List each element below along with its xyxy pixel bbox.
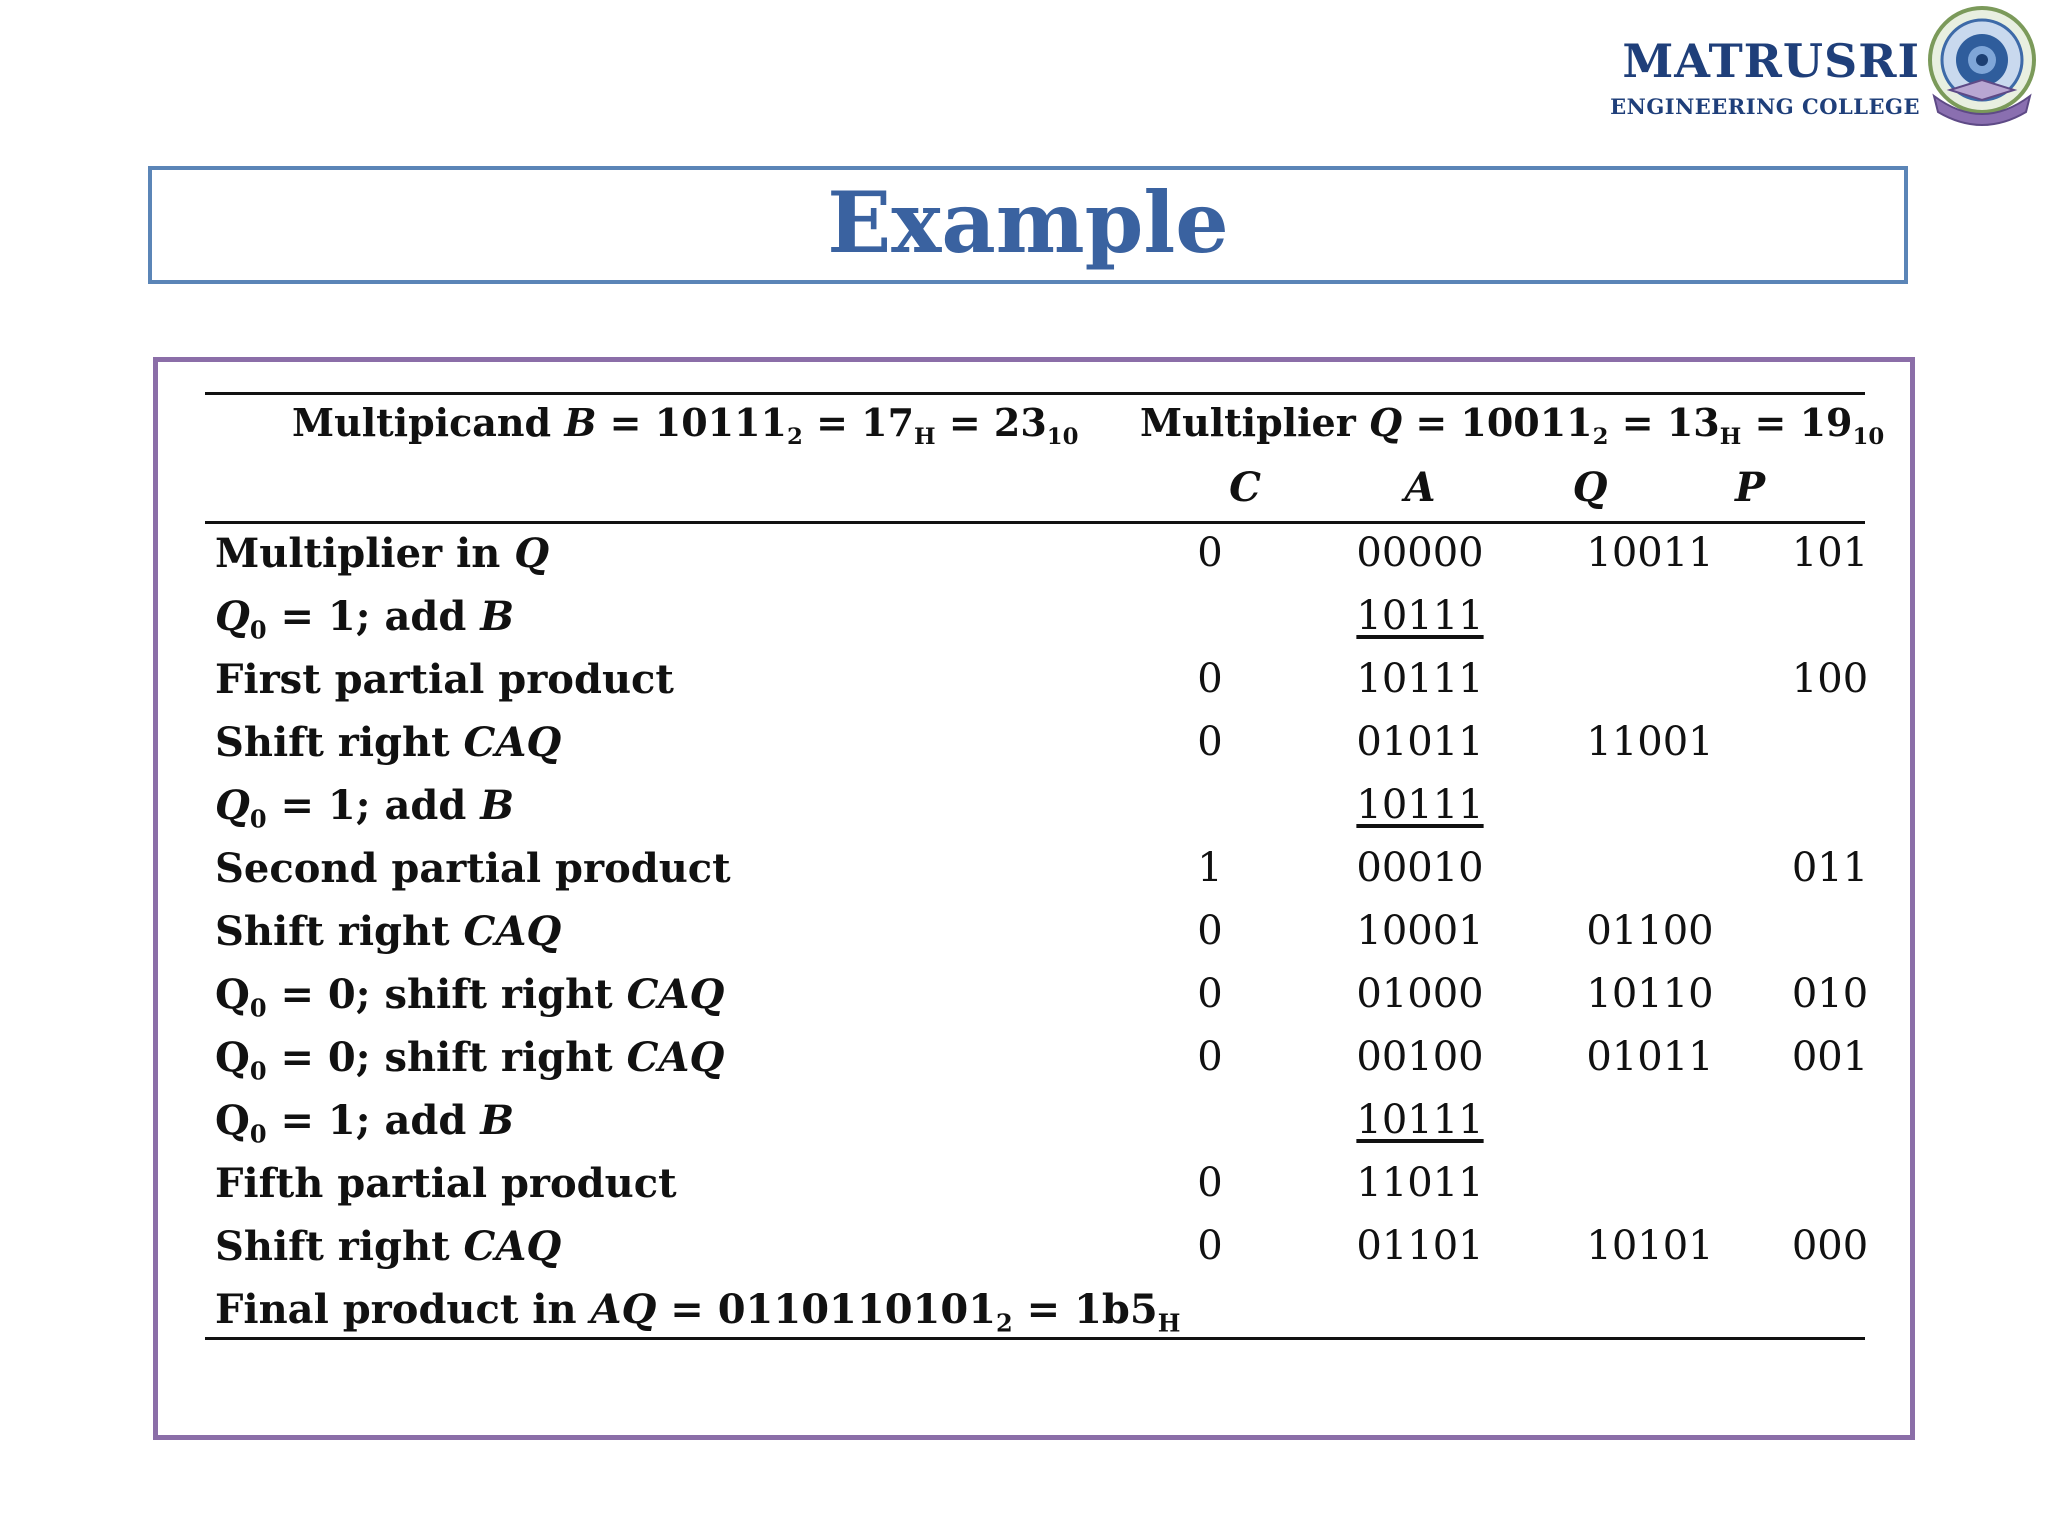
row-label-text: = 0; shift right	[266, 1034, 627, 1081]
row-label	[215, 719, 561, 766]
row-label-sub: 0	[249, 804, 267, 834]
logo-subtitle: ENGINEERING COLLEGE	[1610, 94, 1920, 119]
row-label: First partial product	[215, 656, 674, 703]
table-header-rule	[205, 521, 1865, 524]
row-label-var: B	[480, 1097, 515, 1144]
cell-q: 01100	[1586, 908, 1714, 954]
row-label-text: = 1; add	[266, 782, 481, 829]
cell-a: 11011	[1356, 1160, 1484, 1206]
cell-a: 10001	[1356, 908, 1484, 954]
cell-c: 0	[1197, 656, 1223, 702]
row-label-sub: 0	[249, 1056, 267, 1086]
row-label-var: B	[480, 782, 515, 829]
multiplicand-prefix: Multipicand	[292, 400, 552, 445]
row-label-text: = 1; add	[266, 593, 481, 640]
multiplicand-dec: 23	[993, 400, 1047, 445]
cell-c: 0	[1197, 530, 1223, 576]
row-label: Fifth partial product	[215, 1160, 677, 1207]
cell-a: 01011	[1356, 719, 1484, 765]
cell-p: 101	[1791, 530, 1869, 576]
table-row	[0, 1223, 2048, 1285]
final-bin: = 0110110101	[656, 1286, 997, 1333]
multiplicand-hex-base: H	[914, 423, 936, 450]
row-label-var: CAQ	[463, 908, 562, 955]
final-var: AQ	[590, 1286, 657, 1333]
row-label: $Q_0 = 1$; add B	[215, 1097, 515, 1149]
row-label-var: Q	[514, 530, 550, 577]
cell-p: 011	[1791, 845, 1869, 891]
multiplier-var: Q	[1369, 400, 1403, 445]
cell-p: 100	[1791, 656, 1869, 702]
multiplicand-var: B	[564, 400, 597, 445]
multiplicand-bin-base: 2	[786, 423, 803, 450]
logo-title: MATRUSRI	[1622, 34, 1920, 88]
cell-a: 10111	[1356, 1097, 1484, 1143]
multiplier-hex-base: H	[1719, 423, 1742, 450]
table-row	[0, 908, 2048, 970]
slide-title-box	[148, 166, 1908, 284]
multiplier-bin-base: 2	[1592, 423, 1609, 450]
row-label	[215, 1223, 561, 1270]
row-label-var: CAQ	[626, 1034, 725, 1081]
table-row	[0, 656, 2048, 718]
table-top-rule	[205, 392, 1865, 395]
cell-q: 10110	[1586, 971, 1714, 1017]
multiplier-header: Multiplier $Q = 10011_2 = 13_H = 19_{10}$	[1140, 400, 1885, 450]
cell-q: 10011	[1586, 530, 1714, 576]
cell-q: 10101	[1586, 1223, 1714, 1269]
cell-c: 0	[1197, 971, 1223, 1017]
multiplicand-header: Multipicand $B = 10111_2 = 17_H = 23_{10}$	[292, 400, 1079, 450]
table-row	[0, 593, 2048, 655]
multiplier-dec: 19	[1799, 400, 1853, 445]
multiplier-prefix: Multiplier	[1140, 400, 1356, 445]
multiplicand-hex: 17	[861, 400, 915, 445]
cell-a: 01000	[1356, 971, 1484, 1017]
cell-c: 0	[1197, 1160, 1223, 1206]
row-label: Second partial product	[215, 845, 731, 892]
cell-a: 10111	[1356, 656, 1484, 702]
cell-a: 00100	[1356, 1034, 1484, 1080]
row-label-var: CAQ	[626, 971, 725, 1018]
cell-a: 10111	[1356, 782, 1484, 828]
row-label-text: Multiplier in	[215, 530, 515, 577]
final-bin-base: 2	[996, 1308, 1013, 1338]
cell-c: 1	[1197, 845, 1223, 891]
cell-c: 0	[1197, 1223, 1223, 1269]
cell-p: 010	[1791, 971, 1869, 1017]
cell-a: 00010	[1356, 845, 1484, 891]
column-header-p: P	[1734, 464, 1766, 511]
column-header-c: C	[1229, 464, 1261, 511]
table-row	[0, 845, 2048, 907]
table-row	[0, 530, 2048, 592]
column-header-a: A	[1404, 464, 1436, 511]
multiplier-bin: 10011	[1460, 400, 1593, 445]
row-label-sub: 0	[249, 1119, 267, 1149]
cell-q: 01011	[1586, 1034, 1714, 1080]
column-header-q: Q	[1572, 464, 1608, 511]
row-label-sub: 0	[249, 615, 267, 645]
multiplicand-dec-base: 10	[1046, 423, 1079, 450]
cell-a: 00000	[1356, 530, 1484, 576]
cell-a: 10111	[1356, 593, 1484, 639]
row-label-sub: 0	[249, 993, 267, 1023]
final-prefix: Final product in	[215, 1286, 591, 1333]
table-row	[0, 719, 2048, 781]
row-label-text: Shift right	[215, 908, 464, 955]
row-label: $Q_0 = 1$; add B	[215, 593, 515, 645]
cell-p: 001	[1791, 1034, 1869, 1080]
final-hex-base: H	[1157, 1308, 1181, 1338]
multiplier-hex: 13	[1666, 400, 1720, 445]
multiplicand-bin: 10111	[654, 400, 787, 445]
row-label-var: CAQ	[463, 1223, 562, 1270]
cell-q: 11001	[1586, 719, 1714, 765]
final-hex: = 1b5	[1012, 1286, 1158, 1333]
row-label	[215, 908, 561, 955]
table-row	[0, 971, 2048, 1033]
college-logo	[1590, 32, 2040, 142]
row-label-var: CAQ	[463, 719, 562, 766]
college-seal-icon	[1920, 4, 2044, 128]
cell-a: 01101	[1356, 1223, 1484, 1269]
table-row	[0, 1097, 2048, 1159]
cell-c: 0	[1197, 1034, 1223, 1080]
row-label: $Q_0 = 0$; shift right CAQ	[215, 1034, 725, 1086]
row-label: $Q_0 = 0$; shift right CAQ	[215, 971, 725, 1023]
final-product-label	[215, 1286, 1181, 1338]
row-label-text: = 0; shift right	[266, 971, 627, 1018]
row-label-text: Shift right	[215, 1223, 464, 1270]
row-label-text: Shift right	[215, 719, 464, 766]
table-row	[0, 782, 2048, 844]
row-label	[215, 530, 549, 577]
cell-c: 0	[1197, 908, 1223, 954]
row-label: $Q_0 = 1$; add B	[215, 782, 515, 834]
final-product-row	[0, 1286, 2048, 1348]
row-label-var: B	[480, 593, 515, 640]
table-row	[0, 1034, 2048, 1096]
row-label-text: = 1; add	[266, 1097, 481, 1144]
multiplier-dec-base: 10	[1852, 423, 1885, 450]
cell-p: 000	[1791, 1223, 1869, 1269]
table-row	[0, 1160, 2048, 1222]
slide-title: Example	[827, 172, 1229, 272]
cell-c: 0	[1197, 719, 1223, 765]
